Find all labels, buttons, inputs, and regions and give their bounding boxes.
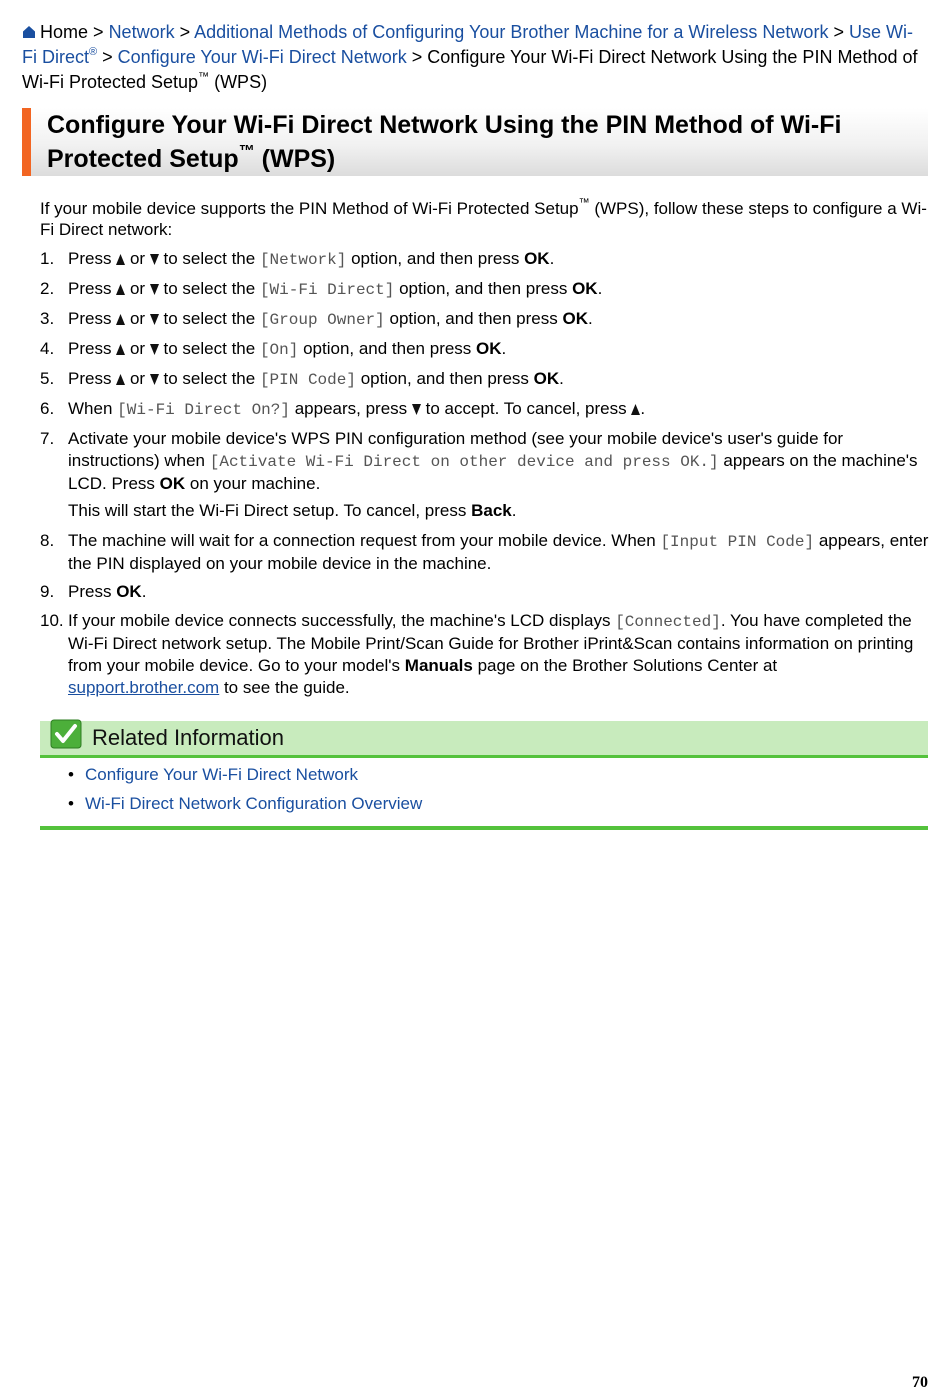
- step-number: 3.: [40, 309, 55, 328]
- down-arrow-icon: [150, 374, 159, 385]
- page-number: 70: [912, 1374, 928, 1391]
- step-text: [68, 581, 930, 603]
- step-text-part: to see the guide.: [223, 678, 350, 697]
- related-links-list: [40, 764, 928, 822]
- period: .: [640, 399, 646, 418]
- related-link-wifi-direct-overview[interactable]: Wi-Fi Direct Network Configuration Overview: [85, 794, 423, 813]
- step-option-then: option, and then press: [399, 279, 568, 298]
- step-text-part: appears, enter the PIN displayed on your mobile device in the machine.: [68, 531, 929, 573]
- ok-key: OK: [524, 249, 550, 268]
- period: .: [501, 339, 507, 358]
- breadcrumb-current-text: Configure Your Wi-Fi Direct Network Using the PIN Method of Wi-Fi Protected Setup: [22, 47, 918, 92]
- breadcrumb-separator: >: [93, 22, 104, 42]
- breadcrumb-separator: >: [833, 22, 844, 42]
- up-arrow-icon: [116, 344, 125, 355]
- lcd-option-code: [PIN Code]: [259, 371, 356, 389]
- step-number: 8.: [40, 531, 55, 550]
- home-icon[interactable]: [22, 25, 36, 39]
- step-option-then: option, and then press: [360, 369, 529, 388]
- trademark-mark: ™: [578, 197, 590, 210]
- intro-text-continued: (WPS), follow these steps to configure a Wi-Fi Direct network:: [40, 199, 927, 239]
- breadcrumb: [22, 20, 922, 95]
- title-banner: [22, 108, 928, 176]
- lcd-option-code: [On]: [259, 341, 299, 359]
- step-text: [68, 398, 930, 421]
- step-number: 7.: [40, 429, 55, 448]
- breadcrumb-separator: >: [102, 47, 113, 67]
- ok-key: OK: [116, 582, 142, 601]
- lcd-message-code: [Input PIN Code]: [660, 533, 815, 551]
- ok-key: OK: [159, 474, 186, 493]
- step-number: 2.: [40, 279, 55, 298]
- down-arrow-icon: [412, 404, 421, 415]
- intro-paragraph: [40, 198, 930, 240]
- breadcrumb-additional-methods-link[interactable]: Additional Methods of Configuring Your Brother Machine for a Wireless Network: [194, 22, 829, 42]
- step-text: [68, 428, 930, 495]
- trademark-mark: ™: [198, 71, 210, 83]
- page-title-suffix: (WPS): [261, 145, 336, 173]
- title-accent-bar: [22, 108, 31, 176]
- step-to-select: to select the: [163, 309, 256, 328]
- up-arrow-icon: [116, 284, 125, 295]
- period: .: [141, 582, 147, 601]
- breadcrumb-separator: >: [179, 22, 191, 42]
- up-arrow-icon: [116, 254, 125, 265]
- breadcrumb-use-wifi-direct-text[interactable]: Use Wi-Fi Direct: [22, 22, 913, 67]
- step-option-then: option, and then press: [351, 249, 520, 268]
- step-text-part: . You have completed the Wi-Fi Direct network setup. The Mobile Print/Scan Guide for Brother iPrint&Scan contains information on printing from your mobile device. Go to your model's: [68, 611, 914, 675]
- step-press: Press: [68, 249, 112, 268]
- step-number: 6.: [40, 399, 55, 418]
- down-arrow-icon: [150, 284, 159, 295]
- lcd-option-code: [Wi-Fi Direct On?]: [117, 401, 290, 419]
- step-number: 1.: [40, 249, 55, 268]
- step-text: [68, 530, 930, 575]
- related-information-title: Related Information: [92, 725, 284, 750]
- step-number: 5.: [40, 369, 55, 388]
- step-option-then: option, and then press: [389, 309, 558, 328]
- step-to-select: to select the: [163, 279, 256, 298]
- ok-key: OK: [533, 369, 560, 388]
- step-to-select: to select the: [163, 339, 256, 358]
- period: .: [597, 279, 603, 298]
- period: .: [587, 309, 593, 328]
- back-key: Back: [471, 501, 512, 520]
- up-arrow-icon: [116, 374, 125, 385]
- step-appears-press: appears, press: [294, 399, 408, 418]
- section-divider: [40, 826, 928, 830]
- lcd-option-code: [Wi-Fi Direct]: [259, 281, 395, 299]
- ok-key: OK: [476, 339, 502, 358]
- checkmark-icon: [50, 719, 82, 749]
- lcd-message-code: [Activate Wi-Fi Direct on other device and press OK.]: [209, 453, 719, 471]
- up-arrow-icon: [631, 404, 640, 415]
- step-press: Press: [68, 582, 112, 601]
- step-text: [68, 368, 930, 391]
- related-link-item: [40, 764, 928, 793]
- step-text-part: page on the Brother Solutions Center at: [477, 656, 778, 675]
- related-link-item: [40, 793, 928, 822]
- step-or: or: [129, 339, 146, 358]
- step-text: [68, 248, 930, 271]
- down-arrow-icon: [150, 314, 159, 325]
- step-option-then: option, and then press: [303, 339, 472, 358]
- related-information-header: [40, 721, 928, 758]
- period: .: [559, 369, 564, 388]
- step-text: [68, 278, 930, 301]
- breadcrumb-network-link[interactable]: Network: [108, 22, 175, 42]
- step-press: Press: [68, 279, 112, 298]
- ok-key: OK: [562, 309, 588, 328]
- step-press: Press: [68, 369, 112, 388]
- manuals-label: Manuals: [404, 656, 473, 675]
- page-title: [47, 108, 917, 176]
- step-or: or: [129, 369, 146, 388]
- step-to-select: to select the: [163, 249, 256, 268]
- step-text-part: appears on the machine's LCD. Press: [68, 451, 918, 493]
- step-number: 9.: [40, 582, 55, 601]
- step-or: or: [129, 279, 146, 298]
- step-when: When: [68, 399, 113, 418]
- breadcrumb-separator: >: [411, 47, 423, 67]
- registered-mark: ®: [89, 46, 98, 58]
- step-text: [68, 610, 930, 699]
- related-link-configure-wifi-direct[interactable]: Configure Your Wi-Fi Direct Network: [85, 765, 359, 784]
- breadcrumb-configure-link[interactable]: Configure Your Wi-Fi Direct Network: [117, 47, 407, 67]
- lcd-option-code: [Network]: [259, 251, 347, 269]
- step-note: [68, 500, 930, 522]
- period: .: [549, 249, 555, 268]
- breadcrumb-current-suffix: (WPS): [214, 72, 268, 92]
- lcd-message-code: [Connected]: [615, 613, 721, 631]
- step-or: or: [129, 309, 146, 328]
- lcd-option-code: [Group Owner]: [259, 311, 385, 329]
- breadcrumb-home[interactable]: Home: [40, 22, 89, 42]
- up-arrow-icon: [116, 314, 125, 325]
- intro-text: If your mobile device supports the PIN Method of Wi-Fi Protected Setup: [40, 199, 579, 218]
- step-or: or: [129, 249, 146, 268]
- ok-key: OK: [572, 279, 598, 298]
- step-number: 4.: [40, 339, 55, 358]
- support-brother-link[interactable]: support.brother.com: [68, 678, 220, 697]
- step-text-part: on your machine.: [189, 474, 321, 493]
- step-text: [68, 308, 930, 331]
- step-text-part: The machine will wait for a connection request from your mobile device. When: [68, 531, 656, 550]
- step-number: 10.: [40, 611, 64, 630]
- step-text-part: Activate your mobile device's WPS PIN configuration method (see your mobile device's user's guide for instructions) when: [68, 429, 844, 470]
- down-arrow-icon: [150, 344, 159, 355]
- down-arrow-icon: [150, 254, 159, 265]
- page-title-text: Configure Your Wi-Fi Direct Network Using the PIN Method of Wi-Fi Protected Setup: [47, 111, 842, 173]
- step-accept-cancel: to accept. To cancel, press: [425, 399, 627, 418]
- step-press: Press: [68, 309, 112, 328]
- step-to-select: to select the: [163, 369, 256, 388]
- trademark-mark: ™: [238, 142, 255, 160]
- step-press: Press: [68, 339, 112, 358]
- step-text-part: If your mobile device connects successfully, the machine's LCD displays: [68, 611, 611, 630]
- step-note-text: This will start the Wi-Fi Direct setup. To cancel, press: [68, 501, 467, 520]
- period: .: [511, 501, 517, 520]
- step-text: [68, 338, 930, 361]
